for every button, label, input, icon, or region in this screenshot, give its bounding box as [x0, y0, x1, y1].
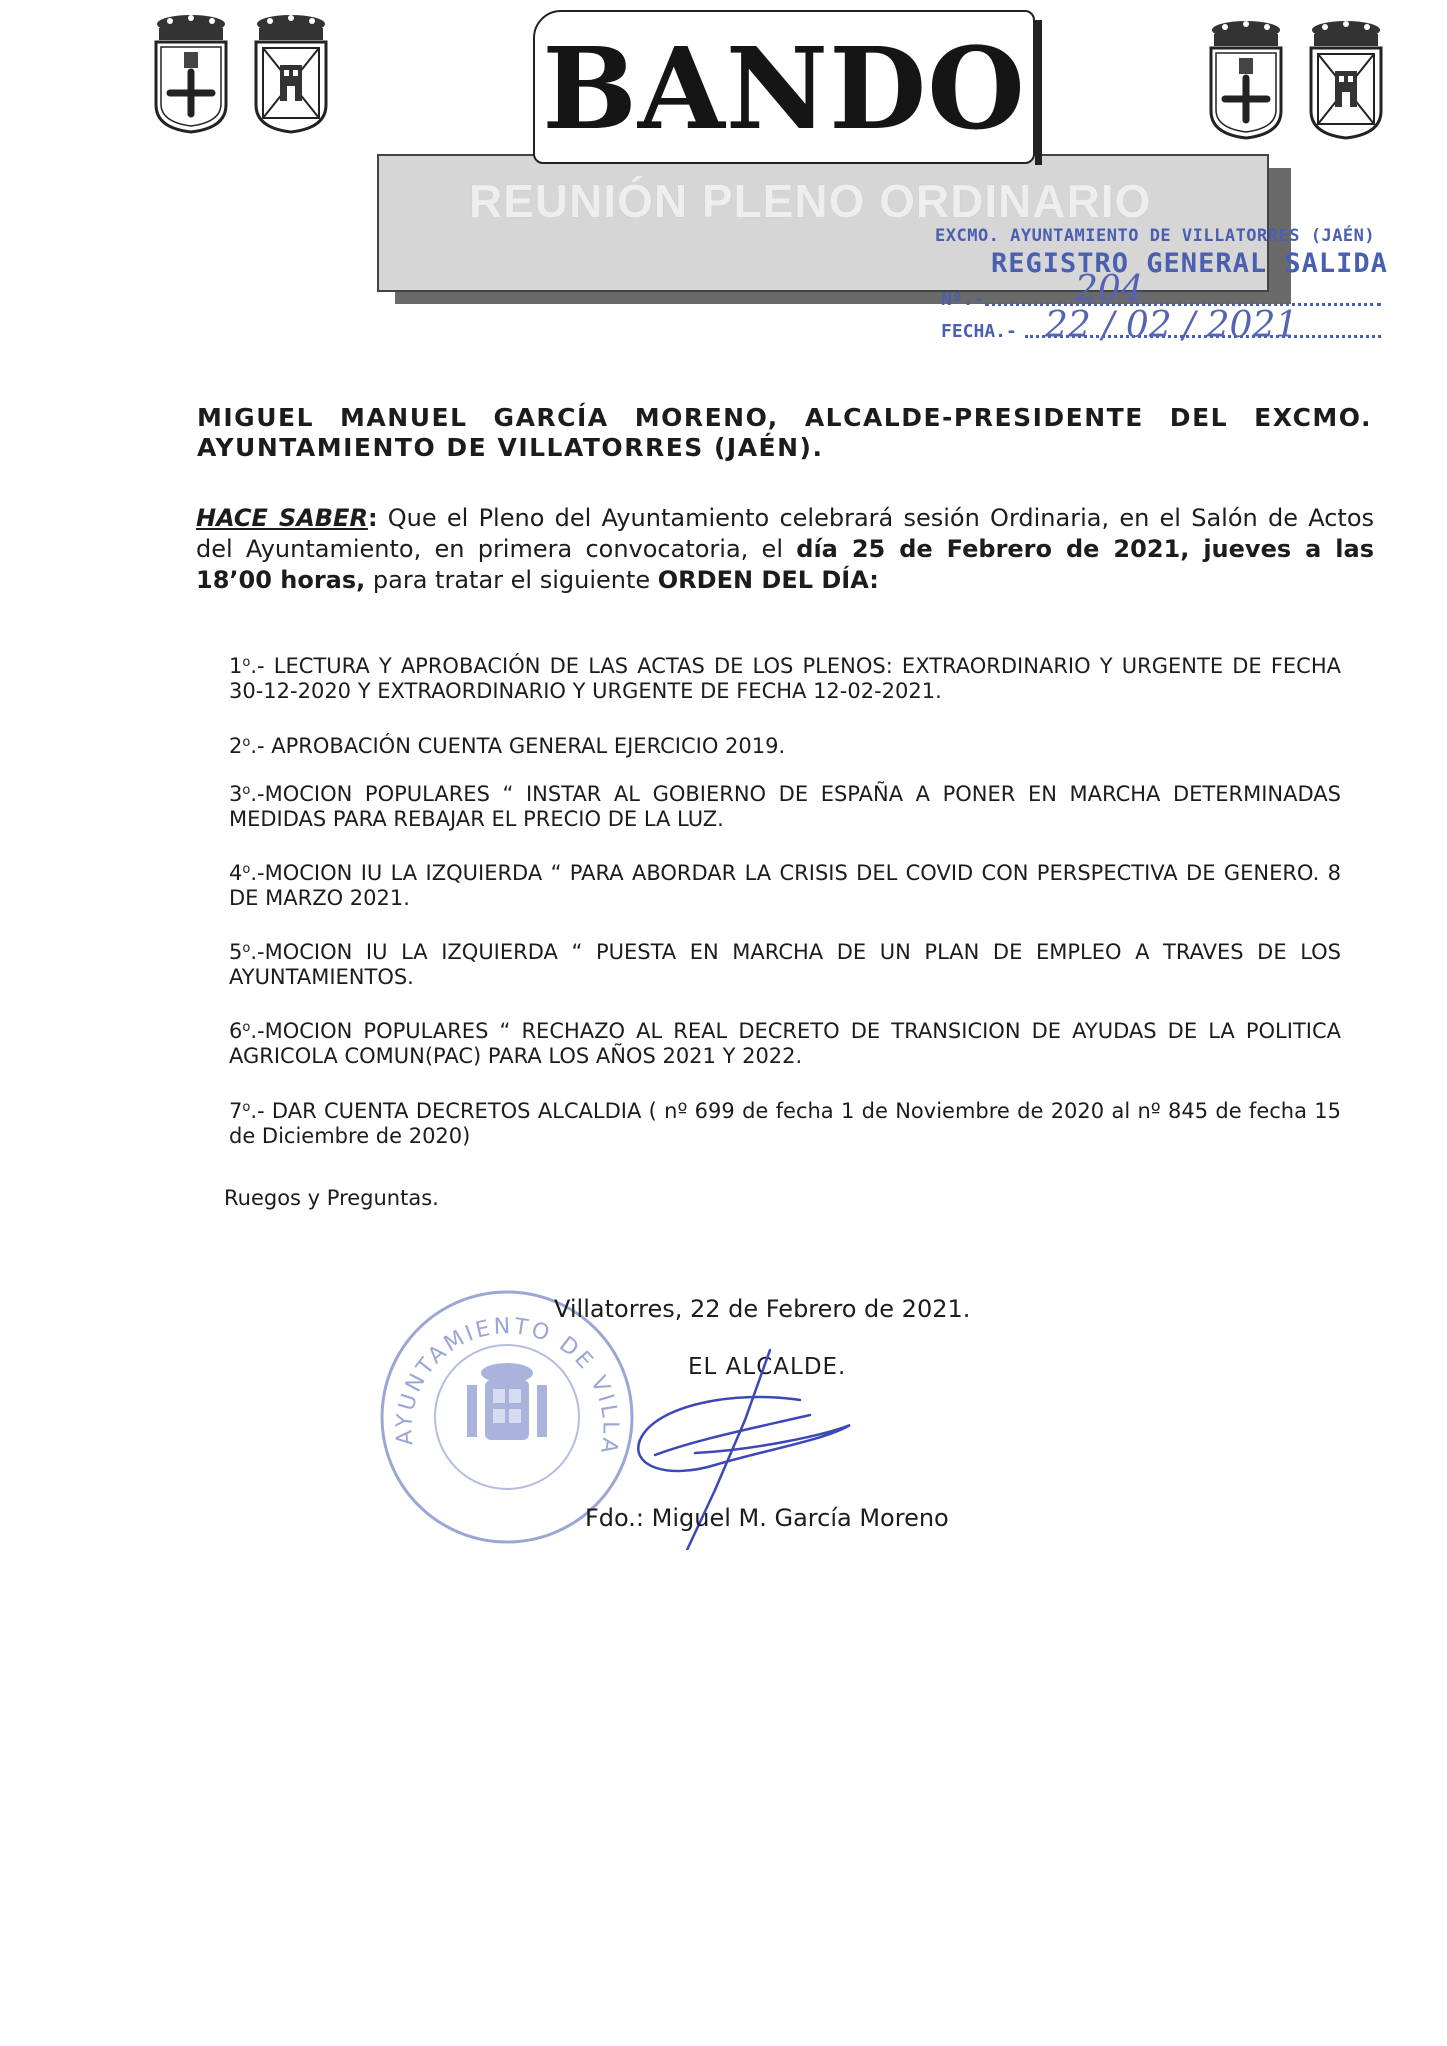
page-title: BANDO [542, 24, 1026, 155]
session-date: día 25 de Febrero de 2021, jueves a las 18’00 horas, [196, 535, 1375, 594]
author-line-2: AYUNTAMIENTO DE VILLATORRES (JAÉN). [197, 433, 824, 462]
order-of-day-label: ORDEN DEL DÍA: [657, 566, 879, 594]
coat-of-arms-cross-icon [150, 10, 232, 135]
agenda-item: 1$^o$.- LECTURA Y APROBACIÓN DE LAS ACTAS DE LOS PLENOS: EXTRAORDINARIO Y URGENTE DE FECHA 30-12-2020 Y EXTRAORDINARIO Y URGENTE DE FECHA 12-02-2021. [229, 654, 1341, 703]
agenda-item: 7$^o$.- DAR CUENTA DECRETOS ALCALDIA ( nº 699 de fecha 1 de Noviembre de 2020 al nº 845 de fecha 15 de Diciembre de 2020) [229, 1099, 1341, 1148]
stamp-date-value: 22 / 02 / 2021 [1045, 305, 1299, 346]
agenda-item: 4$^o$.-MOCION IU LA IZQUIERDA “ PARA ABORDAR LA CRISIS DEL COVID CON PERSPECTIVA DE GENERO. 8 DE MARZO 2021. [229, 861, 1341, 910]
stamp-registry-title: REGISTRO GENERAL SALIDA [991, 248, 1388, 279]
stamp-institution: EXCMO. AYUNTAMIENTO DE VILLATORRES (JAÉN) [935, 226, 1376, 246]
signed-by: Fdo.: Miguel M. García Moreno [585, 1504, 949, 1532]
coat-of-arms-castle-icon [1305, 16, 1387, 141]
place-and-date: Villatorres, 22 de Febrero de 2021. [554, 1295, 971, 1323]
title-box [533, 10, 1035, 164]
agenda-item: 5$^o$.-MOCION IU LA IZQUIERDA “ PUESTA EN MARCHA DE UN PLAN DE EMPLEO A TRAVES DE LOS AYUNTAMIENTOS. [229, 940, 1341, 989]
stamp-date-label: FECHA.- [941, 321, 1017, 342]
stamp-number-label: Nº.- [941, 289, 985, 310]
ruegos-y-preguntas: Ruegos y Preguntas. [224, 1186, 439, 1210]
stamp-date-row [935, 305, 1385, 346]
agenda-item: 2$^o$.- APROBACIÓN CUENTA GENERAL EJERCICIO 2019. [229, 734, 786, 758]
coat-of-arms-castle-icon [250, 10, 332, 135]
intro-text-2: para tratar el siguiente [365, 566, 658, 594]
hace-saber-colon: : [367, 504, 378, 532]
coat-of-arms-cross-icon [1205, 16, 1287, 141]
subtitle: REUNIÓN PLENO ORDINARIO [469, 175, 1152, 227]
intro-paragraph [196, 503, 1374, 596]
author-line-1: MIGUEL MANUEL GARCÍA MORENO, ALCALDE-PRESIDENTE DEL EXCMO. [197, 403, 1372, 432]
agenda-item: 6$^o$.-MOCION POPULARES “ RECHAZO AL REAL DECRETO DE TRANSICION DE AYUDAS DE LA POLITICA AGRICOLA COMUN(PAC) PARA LOS AÑOS 2021 Y 2022. [229, 1019, 1341, 1068]
signatory-role: EL ALCALDE. [688, 1354, 847, 1380]
intro-text-1: Que el Pleno del Ayuntamiento celebrará sesión Ordinaria, en el Salón de Actos del Ayuntamiento, en primera convocatoria, el [196, 504, 1375, 563]
stamp-number-value: 204 [1075, 269, 1144, 310]
hace-saber-label: HACE SABER [196, 504, 368, 532]
agenda-item: 3$^o$.-MOCION POPULARES “ INSTAR AL GOBIERNO DE ESPAÑA A PONER EN MARCHA DETERMINADAS MEDIDAS PARA REBAJAR EL PRECIO DE LA LUZ. [229, 782, 1341, 831]
seal-text: AYUNTAMIENTO DE VILLA [392, 1314, 623, 1457]
registry-stamp [935, 226, 1388, 346]
